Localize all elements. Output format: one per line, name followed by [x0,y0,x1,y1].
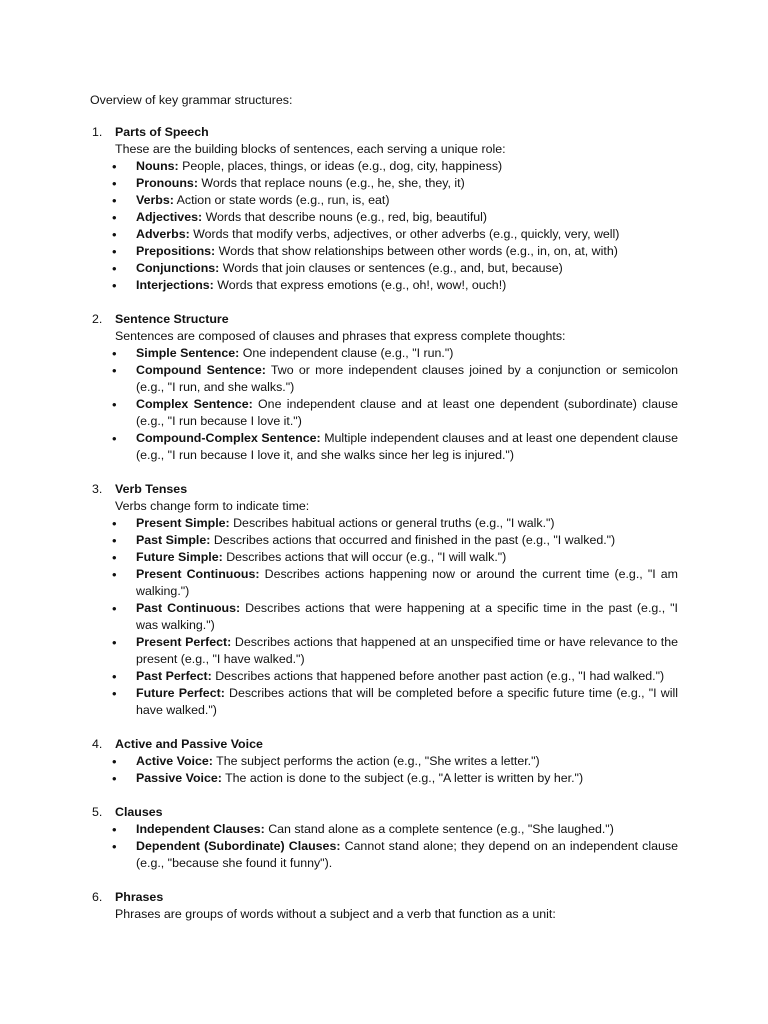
list-item [112,396,678,430]
section-number: 5. [92,805,103,819]
section-heading [90,889,678,906]
item-term: Adverbs: [136,227,190,241]
item-text: Can stand alone as a complete sentence (e.g., "She laughed.") [264,822,614,836]
list-item [112,753,678,770]
section-title: Sentence Structure [115,312,229,326]
bullet-icon: • [112,635,117,650]
bullet-icon: • [112,550,117,565]
bullet-list [90,821,678,872]
section-heading [90,736,678,753]
section-number: 3. [92,482,103,496]
item-text: Words that show relationships between other words (e.g., in, on, at, with) [215,244,618,258]
list-item [112,549,678,566]
bullet-icon: • [112,686,117,701]
section-title: Phrases [115,890,164,904]
item-term: Prepositions: [136,244,216,258]
item-text: One independent clause and at least one dependent (subordinate) clause (e.g., "I run because I love it.") [136,397,678,428]
list-item [112,260,678,277]
bullet-list [90,345,678,464]
section-title: Verb Tenses [115,482,188,496]
section-description: Sentences are composed of clauses and phrases that express complete thoughts: [115,329,566,343]
bullet-icon: • [112,839,117,854]
list-item [112,838,679,872]
section [90,481,678,719]
item-text: Describes actions that happened before another past action (e.g., "I had walked.") [211,669,665,683]
item-text: Multiple independent clauses and at least one dependent clause (e.g., "I run because I love it, and she walks since her leg is injured.") [136,431,678,462]
section [90,804,678,872]
bullet-icon: • [112,261,117,276]
bullet-icon: • [112,822,117,837]
item-term: Independent Clauses: [136,822,265,836]
section-heading [90,804,678,821]
section [90,311,678,464]
bullet-icon: • [112,176,117,191]
section-title: Active and Passive Voice [115,737,263,751]
bullet-icon: • [112,227,117,242]
item-text: Cannot stand alone; they depend on an independent clause (e.g., "because she found it funny"). [136,839,679,870]
section-number: 4. [92,737,103,751]
list-item [112,277,678,294]
bullet-icon: • [112,278,117,293]
list-item [112,685,678,719]
item-term: Simple Sentence: [136,346,240,360]
item-term: Compound Sentence: [136,363,266,377]
item-term: Verbs: [136,193,174,207]
item-term: Conjunctions: [136,261,220,275]
section-heading [90,311,678,328]
item-text: Words that join clauses or sentences (e.g., and, but, because) [219,261,563,275]
bullet-icon: • [112,210,117,225]
item-text: Words that express emotions (e.g., oh!, wow!, ouch!) [213,278,507,292]
section-title: Parts of Speech [115,125,209,139]
bullet-icon: • [112,431,117,446]
list-item [112,600,678,634]
section-heading [90,481,678,498]
list-item [112,209,678,226]
bullet-list [90,515,678,719]
section-number: 1. [92,125,103,139]
section [90,889,678,923]
item-text: Describes actions that occurred and finished in the past (e.g., "I walked.") [210,533,616,547]
item-term: Past Continuous: [136,601,241,615]
item-term: Interjections: [136,278,214,292]
section-description: Verbs change form to indicate time: [115,499,310,513]
section-heading [90,124,678,141]
item-text: Words that modify verbs, adjectives, or other adverbs (e.g., quickly, very, well) [189,227,620,241]
item-term: Dependent (Subordinate) Clauses: [136,839,341,853]
section-number: 2. [92,312,103,326]
list-item [112,668,678,685]
item-text: The action is done to the subject (e.g., "A letter is written by her.") [221,771,584,785]
item-text: Action or state words (e.g., run, is, eat) [173,193,390,207]
item-text: Words that replace nouns (e.g., he, she, they, it) [197,176,465,190]
item-term: Compound-Complex Sentence: [136,431,321,445]
list-item [112,226,678,243]
bullet-icon: • [112,771,117,786]
list-item [112,243,678,260]
bullet-list [90,753,678,787]
bullet-icon: • [112,244,117,259]
bullet-icon: • [112,516,117,531]
list-item [112,515,678,532]
item-text: One independent clause (e.g., "I run.") [239,346,454,360]
item-text: Describes actions that happened at an unspecified time or have relevance to the present (e.g., "I have walked.") [136,635,678,666]
section-description: Phrases are groups of words without a subject and a verb that function as a unit: [115,907,556,921]
item-text: Describes habitual actions or general truths (e.g., "I walk.") [229,516,555,530]
section-number: 6. [92,890,103,904]
item-text: People, places, things, or ideas (e.g., dog, city, happiness) [178,159,503,173]
item-text: Two or more independent clauses joined by a conjunction or semicolon (e.g., "I run, and she walks.") [136,363,678,394]
section-description: These are the building blocks of sentences, each serving a unique role: [115,142,506,156]
bullet-icon: • [112,346,117,361]
bullet-icon: • [112,363,117,378]
section [90,124,678,294]
intro-text: Overview of key grammar structures: [90,93,293,107]
bullet-icon: • [112,601,117,616]
bullet-icon: • [112,533,117,548]
list-item [112,532,678,549]
list-item [112,192,678,209]
item-term: Present Simple: [136,516,230,530]
item-term: Past Perfect: [136,669,212,683]
item-term: Present Continuous: [136,567,260,581]
item-term: Nouns: [136,159,179,173]
item-term: Present Perfect: [136,635,232,649]
list-item [112,175,678,192]
item-term: Past Simple: [136,533,211,547]
bullet-icon: • [112,397,117,412]
sections-list [90,124,678,923]
bullet-icon: • [112,193,117,208]
item-text: Describes actions that were happening at a specific time in the past (e.g., "I was walking.") [136,601,678,632]
list-item [112,362,678,396]
section-title: Clauses [115,805,163,819]
item-text: The subject performs the action (e.g., "She writes a letter.") [212,754,540,768]
bullet-icon: • [112,669,117,684]
item-term: Future Perfect: [136,686,225,700]
item-text: Describes actions that will be completed before a specific future time (e.g., "I will have walked.") [136,686,678,717]
item-term: Active Voice: [136,754,213,768]
list-item [112,821,678,838]
item-term: Passive Voice: [136,771,222,785]
list-item [112,430,678,464]
item-text: Describes actions that will occur (e.g., "I will walk.") [222,550,507,564]
bullet-list [90,158,678,294]
list-item [112,634,678,668]
list-item [112,158,678,175]
item-term: Adjectives: [136,210,203,224]
list-item [112,345,678,362]
bullet-icon: • [112,754,117,769]
bullet-icon: • [112,567,117,582]
item-term: Complex Sentence: [136,397,253,411]
section [90,736,678,787]
bullet-icon: • [112,159,117,174]
list-item [112,566,679,600]
item-text: Words that describe nouns (e.g., red, big, beautiful) [202,210,488,224]
list-item [112,770,678,787]
item-term: Future Simple: [136,550,223,564]
item-term: Pronouns: [136,176,198,190]
item-text: Describes actions happening now or around the current time (e.g., "I am walking.") [136,567,679,598]
